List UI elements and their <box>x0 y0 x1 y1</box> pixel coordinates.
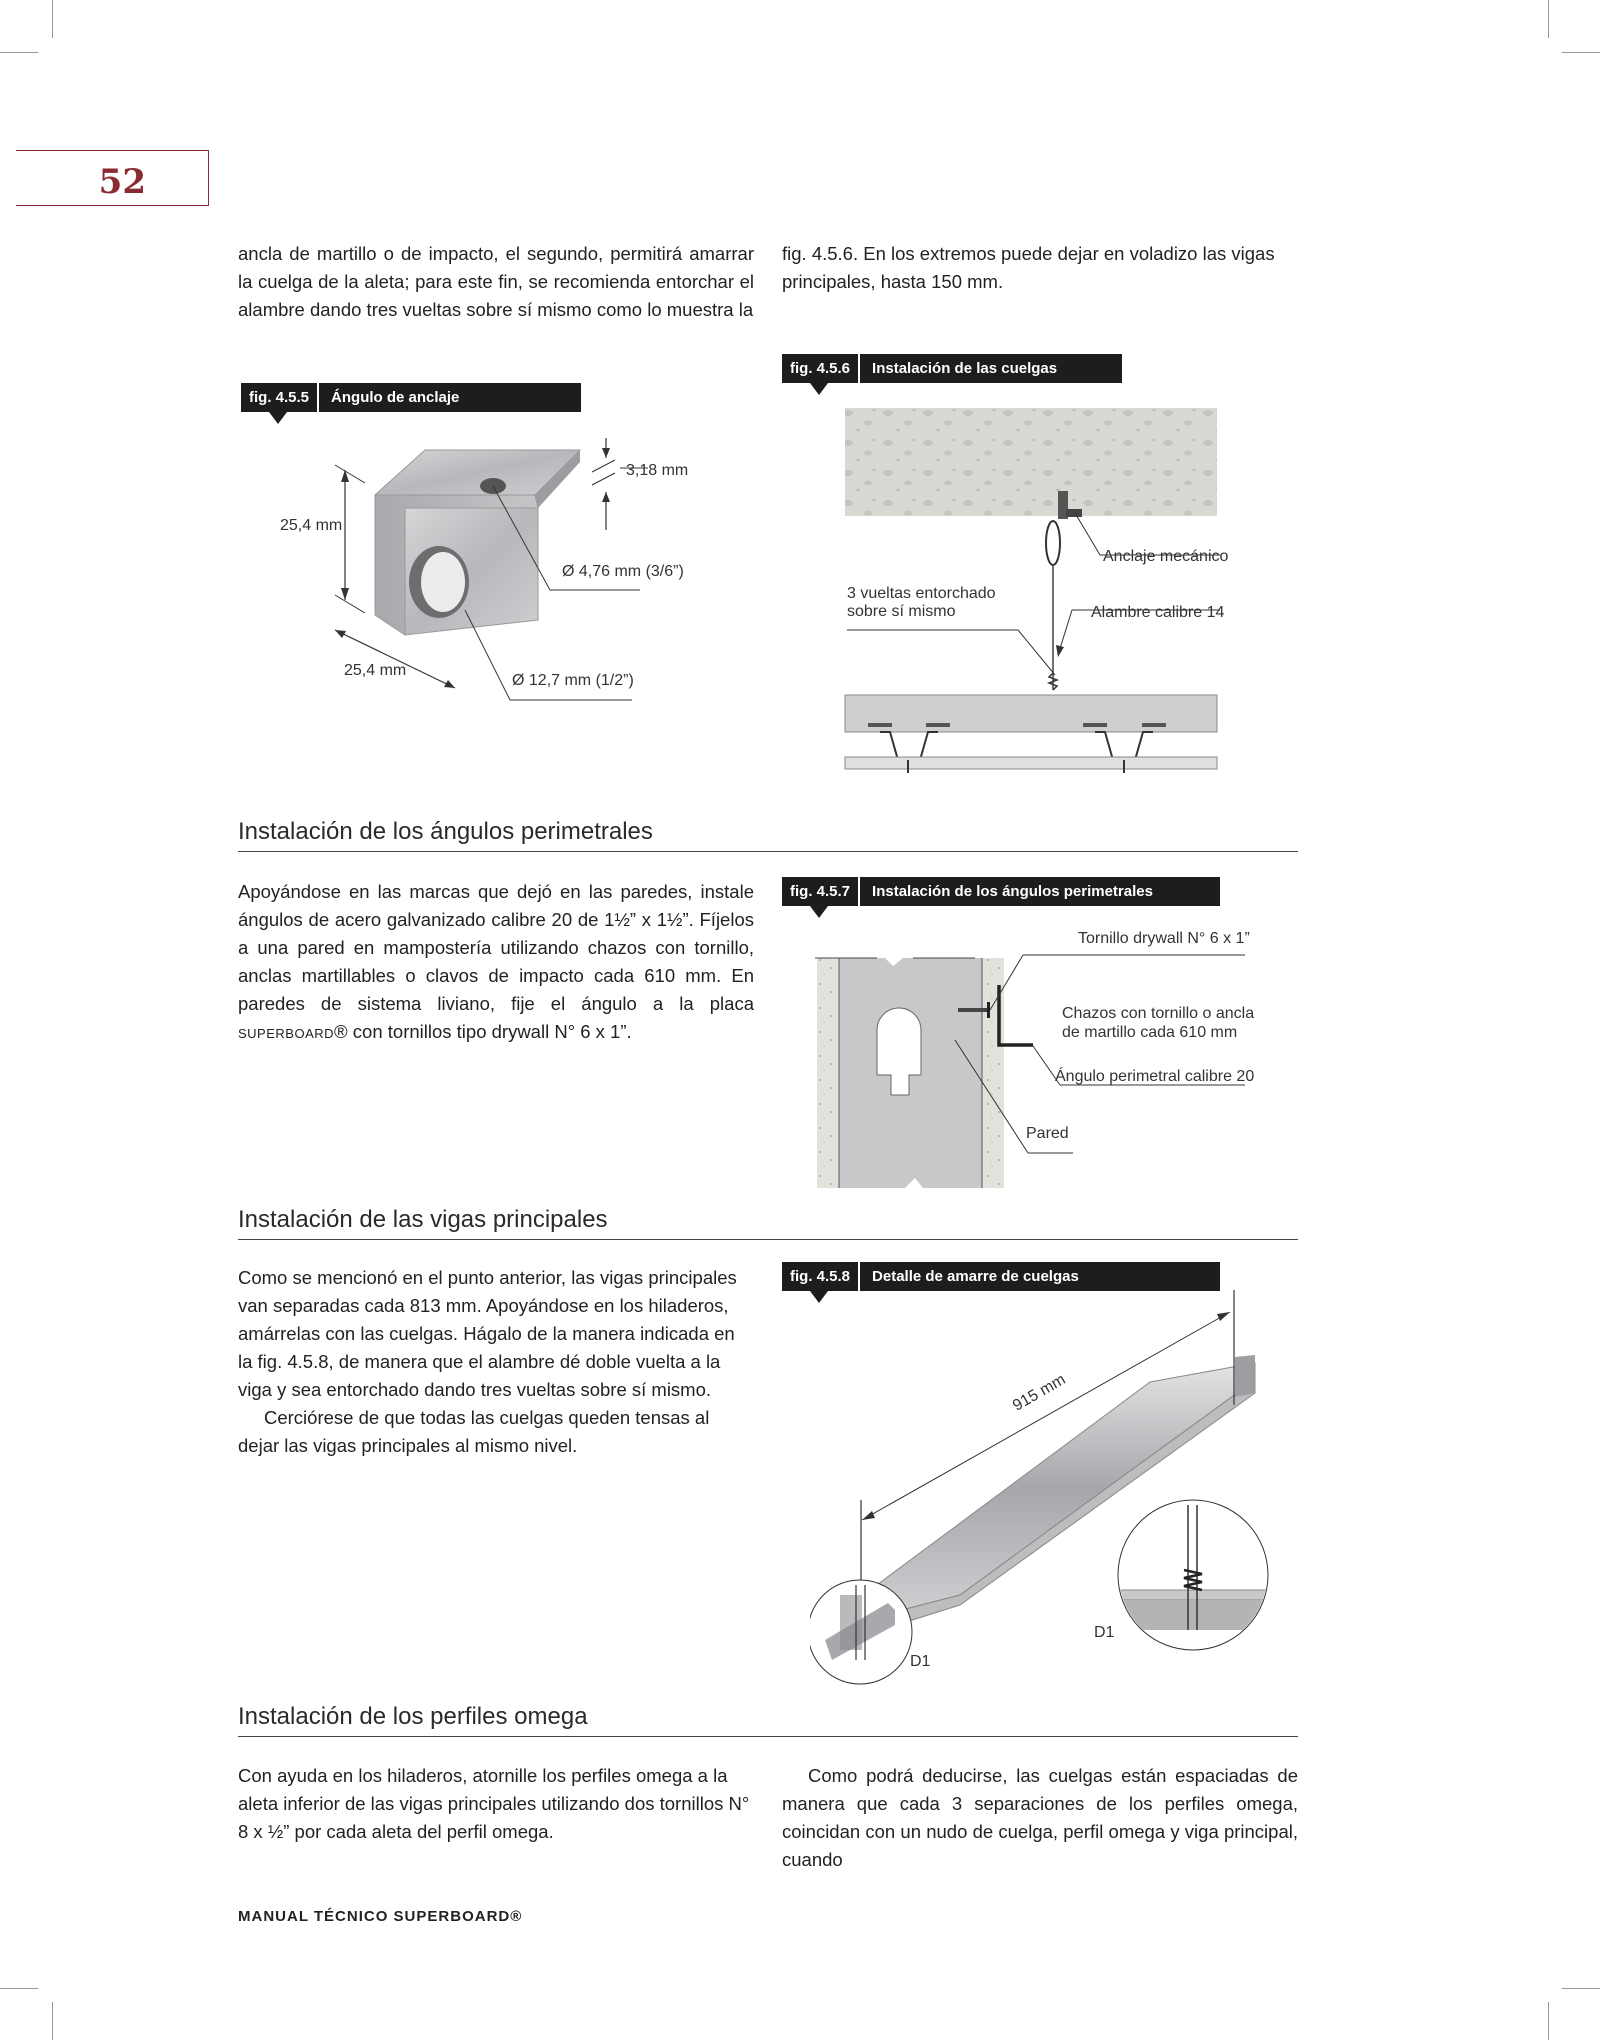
intro-right-text: fig. 4.5.6. En los extremos puede dejar en voladizo las vigas principales, hasta 150 mm. <box>782 243 1275 292</box>
label-thickness: 3,18 mm <box>626 462 689 479</box>
fig-title: Instalación de los ángulos perimetrales <box>860 877 1220 906</box>
fig-455-caption <box>241 383 581 412</box>
label-plugs-line2: de martillo cada 610 mm <box>1062 1024 1238 1041</box>
fig-456-caption <box>782 354 1122 383</box>
crop-mark <box>1562 1988 1600 1989</box>
crop-mark <box>52 0 53 38</box>
section-omega-left-text: Con ayuda en los hiladeros, atornille los perfiles omega a la aleta inferior de las vigas principales utilizando dos tornillos N° 8 x ½” por cada aleta del perfil omega. <box>238 1765 750 1842</box>
crop-mark <box>1548 2002 1549 2040</box>
label-plugs-line1: Chazos con tornillo o ancla <box>1062 1005 1255 1022</box>
section-heading: Instalación de los ángulos perimetrales <box>238 818 1298 852</box>
fig-number: fig. 4.5.7 <box>782 877 858 906</box>
section-angles-text: Apoyándose en las marcas que dejó en las paredes, instale ángulos de acero galvanizado calibre 20 de 1½” x 1½”. Fíjelos a una pared en mampostería utilizando chazos con tornillo, anclas martillables o clavos de impacto cada 610 mm. En paredes de sistema liviano, fije el ángulo a la placa SUPERBOARD® con tornillos tipo drywall N° 6 x 1”. <box>238 881 754 1042</box>
label-wire: Alambre calibre 14 <box>1091 604 1225 621</box>
label-wall: Pared <box>1026 1125 1069 1142</box>
fig-title: Ángulo de anclaje <box>319 383 581 412</box>
label-screw: Tornillo drywall N° 6 x 1” <box>1078 930 1250 947</box>
label-height: 25,4 mm <box>280 517 343 534</box>
crop-mark <box>1562 52 1600 53</box>
fig-457-caption <box>782 877 1220 906</box>
label-length: 915 mm <box>1010 1371 1069 1415</box>
section-beams-text: Como se mencionó en el punto anterior, las vigas principales van separadas cada 813 mm. Apoyándose en los hiladeros, amárrelas con las cuelgas. Hágalo de la manera indicada en la fig. 4.5.8, de manera que el alambre dé doble vuelta a la viga y sea entorchado dando tres vueltas sobre sí mismo. Cerciórese de que todas las cuelgas queden tensas al dejar las vigas principales al mismo nivel. <box>238 1267 737 1456</box>
hanger-tie-detail-illustration <box>810 1285 1290 1685</box>
label-twist-line1: 3 vueltas entorchado <box>847 585 996 602</box>
label-anchor: Anclaje mecánico <box>1103 548 1229 565</box>
crop-mark <box>52 2002 53 2040</box>
label-large-hole: Ø 12,7 mm (1/2”) <box>512 672 634 689</box>
label-detail-left: D1 <box>910 1653 931 1670</box>
brand-name: SUPERBOARD <box>238 1026 335 1041</box>
perimeter-angle-illustration <box>815 930 1275 1200</box>
fig-number: fig. 4.5.5 <box>241 383 317 412</box>
fig-number: fig. 4.5.8 <box>782 1262 858 1291</box>
page-footer: MANUAL TÉCNICO SUPERBOARD® <box>238 1908 523 1925</box>
label-width: 25,4 mm <box>344 662 407 679</box>
fig-title: Instalación de las cuelgas <box>860 354 1122 383</box>
label-twist-line2: sobre sí mismo <box>847 603 956 620</box>
page-number-box <box>16 150 209 206</box>
label-detail-right: D1 <box>1094 1624 1115 1641</box>
label-small-hole: Ø 4,76 mm (3/6”) <box>562 563 684 580</box>
crop-mark <box>0 52 38 53</box>
section-heading: Instalación de los perfiles omega <box>238 1703 1298 1737</box>
section-heading: Instalación de las vigas principales <box>238 1206 1298 1240</box>
intro-left-text: ancla de martillo o de impacto, el segundo, permitirá amarrar la cuelga de la aleta; para este fin, se recomienda entorchar el alambre dando tres vueltas sobre sí mismo como lo muestra la <box>238 243 754 320</box>
fig-title: Detalle de amarre de cuelgas <box>860 1262 1220 1291</box>
page-number: 52 <box>98 162 146 202</box>
fig-number: fig. 4.5.6 <box>782 354 858 383</box>
label-angle: Ángulo perimetral calibre 20 <box>1055 1068 1255 1085</box>
section-omega-right-text: Como podrá deducirse, las cuelgas están espaciadas de manera que cada 3 separaciones de los perfiles omega, coincidan con un nudo de cuelga, perfil omega y viga principal, cuando <box>782 1765 1298 1870</box>
crop-mark <box>1548 0 1549 38</box>
crop-mark <box>0 1988 38 1989</box>
